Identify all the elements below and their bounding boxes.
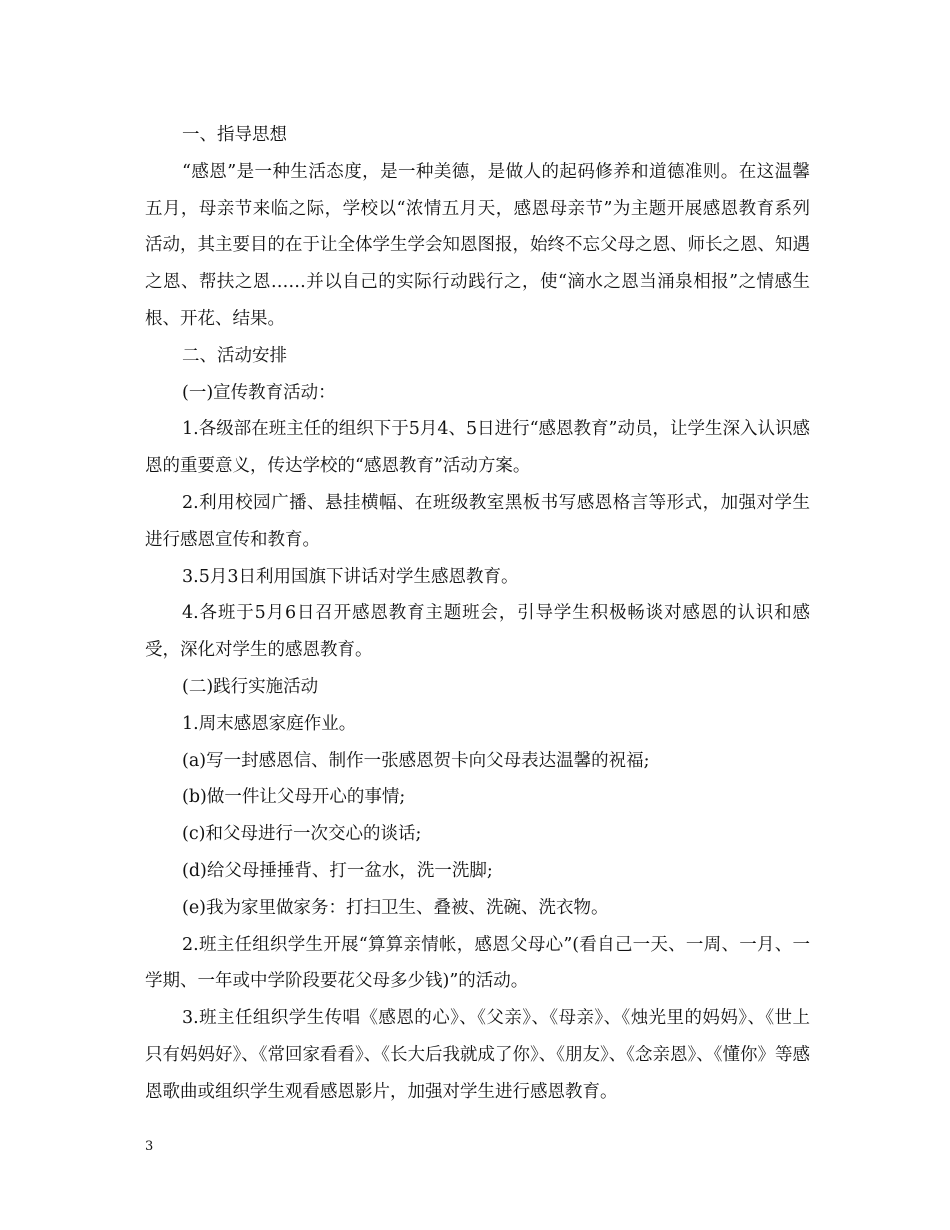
sub-item-e-housework: (e)我为家里做家务：打扫卫生、叠被、洗碗、洗衣物。 xyxy=(182,897,609,918)
sub-item-a-letter: (a)写一封感恩信、制作一张感恩贺卡向父母表达温馨的祝福; xyxy=(182,750,650,771)
document-body xyxy=(145,117,810,1111)
list-item-3-flag-speech: 3.5月3日利用国旗下讲话对学生感恩教育。 xyxy=(182,566,519,587)
heading-guiding-ideology: 一、指导思想 xyxy=(182,125,287,145)
sub-item-b-happy-thing: (b)做一件让父母开心的事情; xyxy=(182,787,406,808)
list-item-4-class-meeting: 4.各班于5月6日召开感恩教育主题班会，引导学生积极畅谈对感恩的认识和感受，深化对学生的感恩教育。 xyxy=(145,603,810,661)
list-item-1-mobilization: 1.各级部在班主任的组织下于5月4、5日进行“感恩教育”动员，让学生深入认识感恩的重要意义，传达学校的“感恩教育”活动方案。 xyxy=(145,419,810,477)
heading-activity-arrangement: 二、活动安排 xyxy=(182,345,287,366)
sub-item-c-talk: (c)和父母进行一次交心的谈话; xyxy=(182,824,422,845)
list-item-1-weekend-homework: 1.周末感恩家庭作业。 xyxy=(182,713,357,734)
list-item-3-songs: 3.班主任组织学生传唱《感恩的心》、《父亲》、《母亲》、《烛光里的妈妈》、《世上只有妈妈好》、《常回家看看》、《长大后我就成了你》、《朋友》、《念亲恩》、《懂你》等感恩歌曲或组织学生观看感恩影片，加强对学生进行感恩教育。 xyxy=(145,1008,810,1102)
list-item-2-broadcast: 2.利用校园广播、悬挂横幅、在班级教室黑板书写感恩格言等形式，加强对学生进行感恩宣传和教育。 xyxy=(145,492,810,550)
subheading-practice-activities: (二)践行实施活动 xyxy=(182,676,319,697)
page-number: 3 xyxy=(145,1139,154,1154)
paragraph-gratitude-intro: “感恩”是一种生活态度，是一种美德，是做人的起码修养和道德准则。在这温馨五月，母亲节来临之际，学校以“浓情五月天，感恩母亲节”为主题开展感恩教育系列活动，其主要目的在于让全体学生学会知恩图报，始终不忘父母之恩、师长之恩、知遇之恩、帮扶之恩……并以自己的实际行动践行之，使“滴水之恩当涌泉相报”之情感生根、开花、结果。 xyxy=(145,161,810,329)
subheading-publicity-education: (一)宣传教育活动： xyxy=(182,382,336,403)
list-item-2-family-account: 2.班主任组织学生开展“算算亲情帐，感恩父母心”(看自己一天、一周、一月、一学期、一年或中学阶段要花父母多少钱)”的活动。 xyxy=(145,934,810,992)
sub-item-d-massage: (d)给父母捶捶背、打一盆水，洗一洗脚; xyxy=(182,860,493,881)
